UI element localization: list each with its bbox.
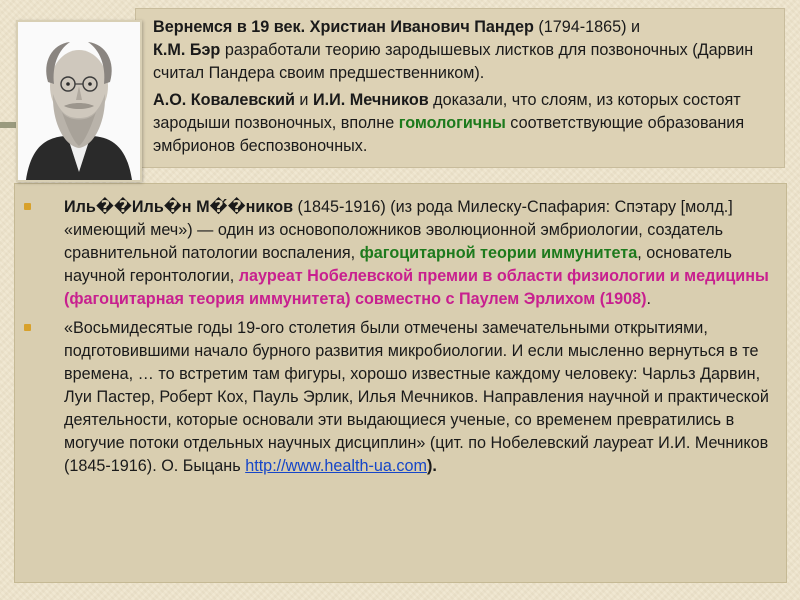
source-link[interactable]: http://www.health-ua.com: [245, 457, 427, 475]
bio-text-2: , основатель научной геронтологии,: [64, 244, 732, 285]
intro-paragraph-2: [153, 89, 773, 158]
bullet-list: [22, 196, 782, 484]
intro-pander-dates: (1794-1865) и: [533, 18, 641, 36]
intro-name-kovalevsky: А.О. Ковалевский: [153, 91, 295, 109]
mechnikov-name: Иль��Иль�н М�́�ников: [64, 198, 294, 216]
bio-end: .: [646, 290, 651, 308]
intro-p1-rest: разработали теорию зародышевых листков для позвоночных (Дарвин считал Пандера своим предшественником).: [153, 41, 754, 82]
portrait-image: [16, 20, 142, 182]
quote-close: ).: [426, 457, 437, 475]
quote-text: «Восьмидесятые годы 19-ого столетия были отмечены замечательными открытиями, подготовившими начало бурного развития микробиологии. И если мысленно вернуться в те времена, … то встретим там фигуры, хорошо известные каждому человеку: Чарльз Дарвин, Луи Пастер, Роберт Кох, Пауль Эрлик, Илья Мечников. Направления научной и практической деятельности, которые основали эти выдающиеся ученые, со временем превратились в могучие потоки отдельных научных дисциплин»: [64, 319, 769, 452]
intro-paragraph-1: [153, 16, 773, 85]
intro-p2-mid: доказали, что слоям, из которых состоят зародыши позвоночных, вполне: [153, 91, 741, 132]
portrait-drawing: [18, 22, 140, 180]
quote-citation: (цит. по Нобелевский лауреат И.И. Мечников (1845-1916). О. Быцань: [64, 434, 769, 475]
intro-name-baer: К.М. Бэр: [153, 41, 221, 59]
bullet-square-icon: [24, 203, 31, 210]
nobel-detail: (фагоцитарная теория иммунитета) совместно с Паулем Эрлихом (1908): [64, 290, 647, 308]
phagocyte-theory: фагоцитарной теории иммунитета: [359, 244, 638, 262]
intro-p2-end: соответствующие образования эмбрионов беспозвоночных.: [153, 114, 745, 155]
intro-text: [153, 16, 773, 158]
bullet-square-icon: [24, 324, 31, 331]
bullet-item-quote: [22, 317, 782, 478]
intro-name-mechnikov: И.И. Мечников: [312, 91, 429, 109]
nobel-laureate: лауреат Нобелевской премии в области физиологии и медицины: [238, 267, 769, 285]
intro-name-pander: Вернемся в 19 век. Христиан Иванович Пандер: [153, 18, 534, 36]
bullet-item-biography: [22, 196, 782, 311]
intro-and: и: [294, 91, 313, 109]
intro-homologous: гомологичны: [398, 114, 506, 132]
bio-text-1: (1845-1916) (из рода Милеску-Спафария: Спэтару [молд.] «имеющий меч») — один из основоположников эволюционной эмбриологии, создатель сравнительной патологии воспаления,: [64, 198, 733, 262]
